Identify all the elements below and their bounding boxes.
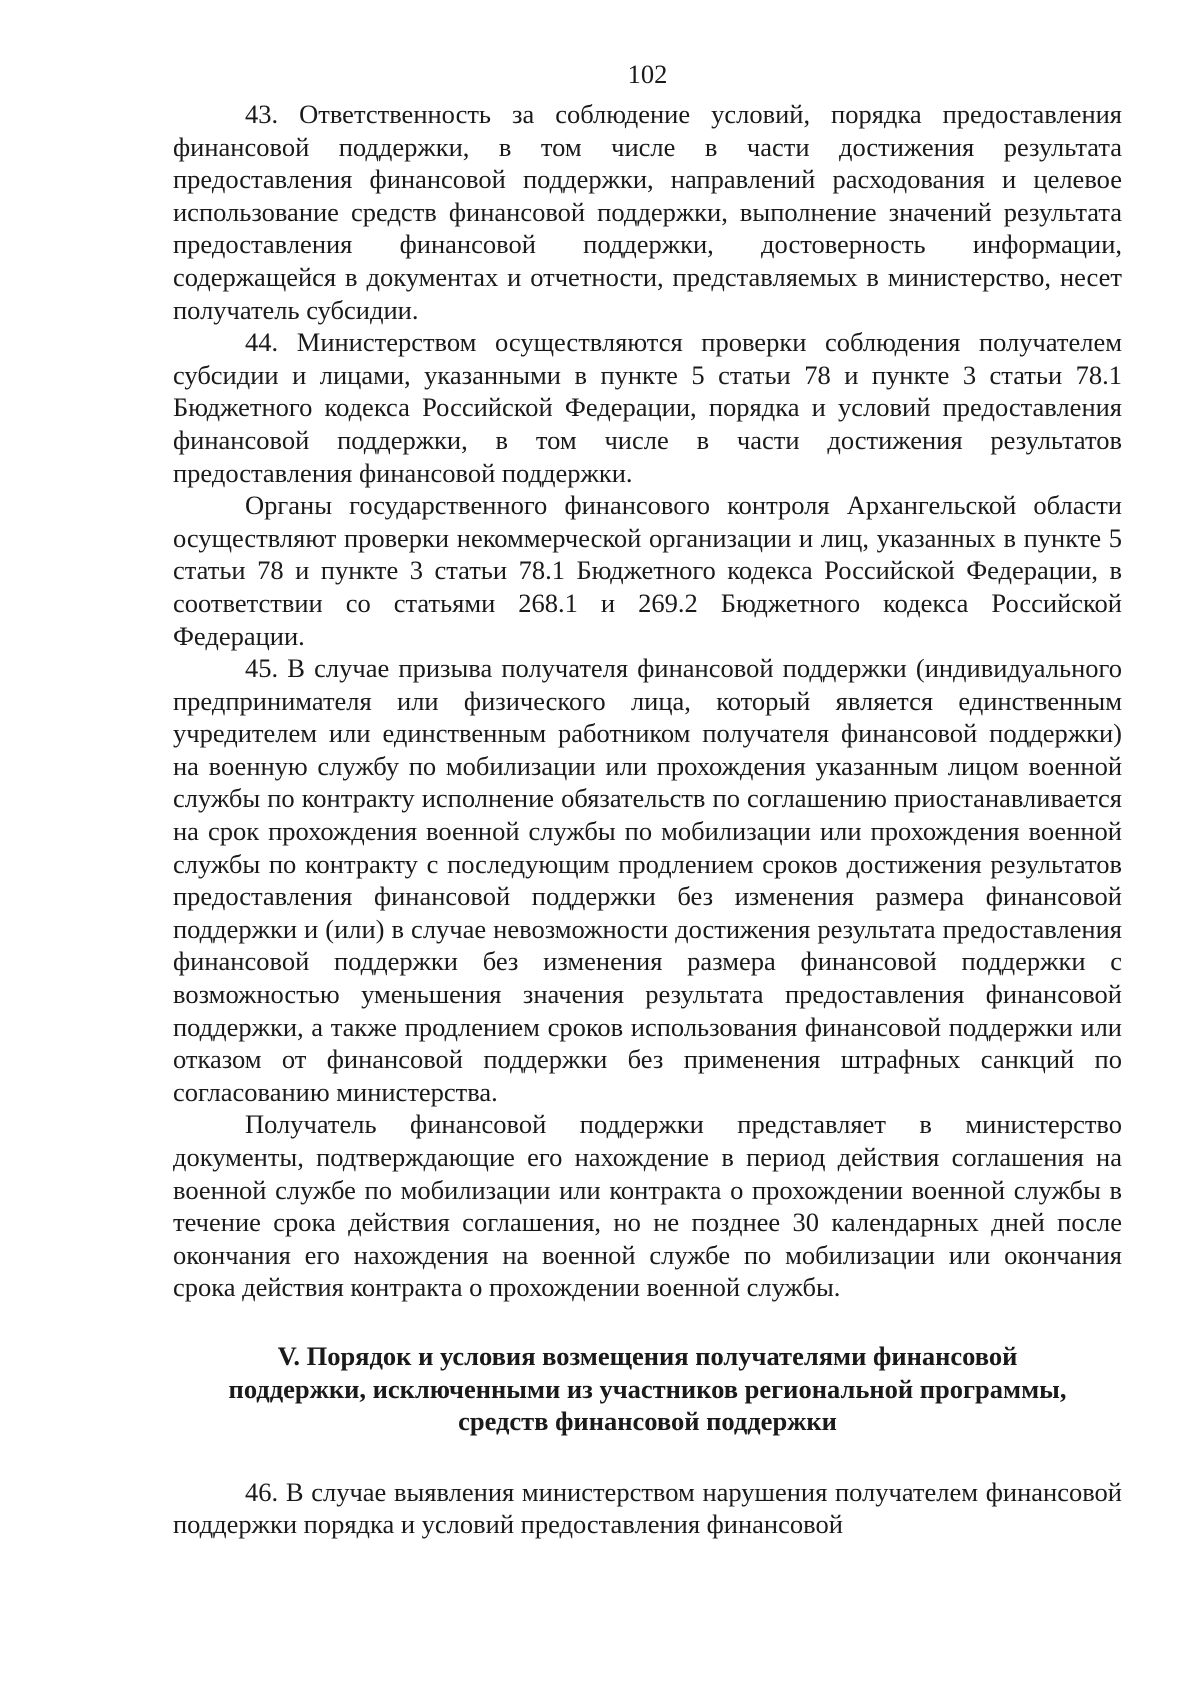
section-heading-line-2: поддержки, исключенными из участников региональной программы,: [228, 1373, 1067, 1404]
document-page: [173, 58, 1122, 1541]
paragraph-46: 46. В случае выявления министерством нарушения получателем финансовой поддержки порядка и условий предоставления финансовой: [173, 1476, 1122, 1540]
paragraph-44: 44. Министерством осуществляются проверки соблюдения получателем субсидии и лицами, указанными в пункте 5 статьи 78 и пункте 3 статьи 78.1 Бюджетного кодекса Российской Федерации, порядка и условий предоставления финансовой поддержки, в том числе в части достижения результатов предоставления финансовой поддержки.: [173, 327, 1122, 488]
paragraph-45: 45. В случае призыва получателя финансовой поддержки (индивидуального предпринимателя или физического лица, который является единственным учредителем или единственным работником получателя финансовой поддержки) на военную службу по мобилизации или прохождения указанным лицом военной службы по контракту исполнение обязательств по соглашению приостанавливается на срок прохождения военной службы по мобилизации или прохождения военной службы по контракту с последующим продлением сроков достижения результатов предоставления финансовой поддержки без изменения размера финансовой поддержки и (или) в случае невозможности достижения результата предоставления финансовой поддержки без изменения размера финансовой поддержки с возможностью уменьшения значения результата предоставления финансовой поддержки, а также продлением сроков использования финансовой поддержки или отказом от финансовой поддержки без применения штрафных санкций по согласованию министерства.: [173, 653, 1122, 1107]
section-heading: [173, 1340, 1122, 1438]
paragraph-military-service-docs: Получатель финансовой поддержки представляет в министерство документы, подтверждающие его нахождение в период действия соглашения на военной службе по мобилизации или контракта о прохождении военной службы в течение срока действия соглашения, но не позднее 30 календарных дней после окончания его нахождения на военной службе по мобилизации или окончания срока действия контракта о прохождении военной службы.: [173, 1109, 1122, 1303]
section-heading-line-3: средств финансовой поддержки: [458, 1406, 837, 1437]
section-heading-line-1: V. Порядок и условия возмещения получателями финансовой: [277, 1340, 1018, 1371]
paragraph-control-bodies: Органы государственного финансового контроля Архангельской области осуществляют проверки некоммерческой организации и лиц, указанных в пункте 5 статьи 78 и пункте 3 статьи 78.1 Бюджетного кодекса Российской Федерации, в соответствии со статьями 268.1 и 269.2 Бюджетного кодекса Российской Федерации.: [173, 490, 1122, 651]
paragraph-43: 43. Ответственность за соблюдение условий, порядка предоставления финансовой поддержки, в том числе в части достижения результата предоставления финансовой поддержки, направлений расходования и целевое использование средств финансовой поддержки, выполнение значений результата предоставления финансовой поддержки, достоверность информации, содержащейся в документах и отчетности, представляемых в министерство, несет получатель субсидии.: [173, 99, 1122, 325]
page-number: 102: [627, 59, 668, 89]
